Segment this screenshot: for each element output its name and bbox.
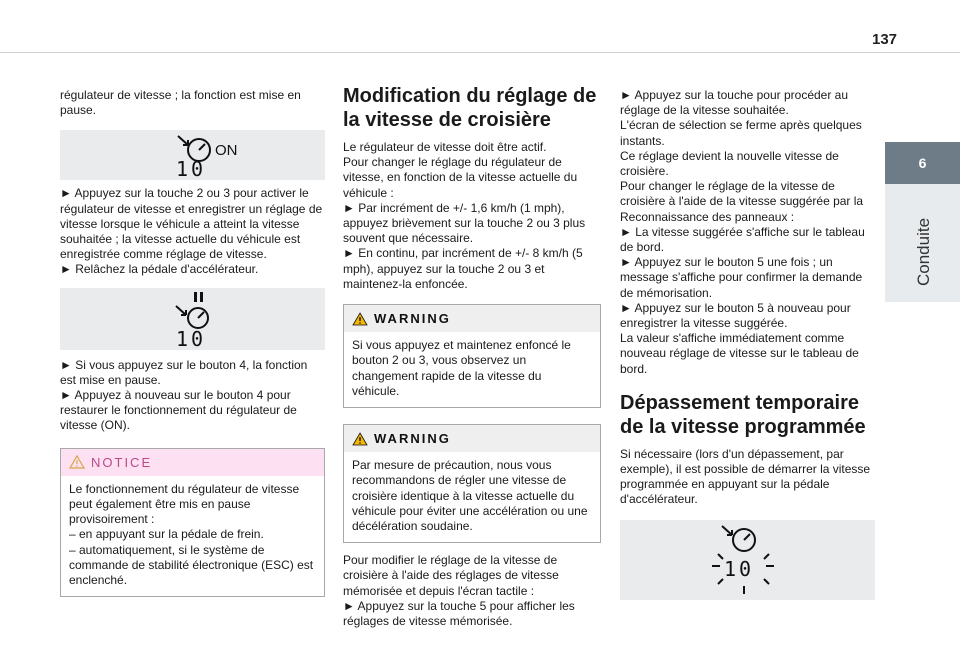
cruise-control-flashing-icon xyxy=(620,520,875,600)
paragraph: Pour changer le réglage du régulateur de vitesse, en fonction de la vitesse actuelle du véhicule : xyxy=(343,155,578,200)
paragraph: ► Appuyez sur le bouton 5 une fois ; un message s'affiche pour confirmer la demande de mémorisation. xyxy=(620,255,863,300)
chapter-label-box xyxy=(885,184,960,302)
column-1 xyxy=(60,88,325,597)
paragraph: Le régulateur de vitesse doit être actif. xyxy=(343,140,547,154)
chapter-tab[interactable]: 6 xyxy=(885,142,960,184)
paragraph: Pour modifier le réglage de la vitesse de croisière à l'aide des réglages de vitesse mémorisée et depuis l'écran tactile : xyxy=(343,553,559,598)
notice-item: – automatiquement, si le système de commande de stabilité électronique (ESC) est enclenché. xyxy=(69,542,314,588)
paragraph: L'écran de sélection se ferme après quelques instants. xyxy=(620,118,862,148)
paragraph: ► Si vous appuyez sur le bouton 4, la fonction est mise en pause. xyxy=(60,357,308,387)
paragraph: ► Appuyez à nouveau sur le bouton 4 pour restaurer le fonctionnement du régulateur de vitesse (ON). xyxy=(60,388,297,433)
section-heading: Modification du réglage de la vitesse de croisière xyxy=(343,85,597,131)
paragraph: ► Appuyez sur la touche 2 ou 3 pour activer le régulateur de vitesse et enregistrer un réglage de vitesse lorsque le véhicule a atteint la vitesse souhaitée ; la vitesse actuelle du véhicule est enregistrée comme réglage de vitesse. xyxy=(60,186,323,262)
paragraph: ► Appuyez sur la touche pour procéder au réglage de la vitesse souhaitée. xyxy=(620,88,849,118)
warning-title: WARNING xyxy=(374,431,451,447)
paragraph: ► La vitesse suggérée s'affiche sur le tableau de bord. xyxy=(620,224,865,255)
warning-triangle-icon xyxy=(352,432,368,446)
cruise-control-on-icon xyxy=(60,130,325,180)
warning-box xyxy=(343,304,601,408)
fig2-digits: 10 xyxy=(176,326,207,350)
paragraph: Ce réglage devient la nouvelle vitesse de croisière. xyxy=(620,148,839,179)
header-rule xyxy=(0,52,960,53)
cruise-control-pause-icon xyxy=(60,288,325,350)
warning-box xyxy=(343,424,601,543)
paragraph: Pour changer le réglage de la vitesse de croisière à l'aide de la vitesse suggérée par la Reconnaissance des panneaux : xyxy=(620,179,864,224)
warning-title: WARNING xyxy=(374,311,451,327)
figure-cruise-pause xyxy=(60,288,325,350)
section-heading: Dépassement temporaire de la vitesse programmée xyxy=(620,391,866,438)
paragraph: ► Appuyez sur le bouton 5 à nouveau pour enregistrer la vitesse suggérée. xyxy=(620,300,851,331)
notice-body xyxy=(61,476,324,596)
notice-header xyxy=(61,449,324,476)
warning-header xyxy=(344,425,600,452)
page-number: 137 xyxy=(872,31,898,48)
warning-triangle-icon xyxy=(352,312,368,326)
notice-title: NOTICE xyxy=(91,454,153,470)
warning-body: Si vous appuyez et maintenez enfoncé le bouton 2 ou 3, vous observez un changement rapide de la vitesse du véhicule. xyxy=(352,338,571,398)
warning-triangle-icon xyxy=(69,455,85,469)
warning-header xyxy=(344,305,600,332)
notice-item: – en appuyant sur la pédale de frein. xyxy=(69,527,264,542)
warning-body: Par mesure de précaution, nous vous recommandons de régler une vitesse de croisière identique à la vitesse actuelle du véhicule pour éviter une accélération ou une décélération soudaine. xyxy=(352,458,588,534)
notice-text: Le fonctionnement du régulateur de vitesse peut également être mis en pause provisoirement : xyxy=(69,481,300,527)
figure-cruise-on xyxy=(60,130,325,180)
paragraph: ► Par incrément de +/- 1,6 km/h (1 mph), appuyez brièvement sur la touche 2 ou 3 plus souvent que nécessaire. xyxy=(343,200,586,246)
paragraph: ► Appuyez sur la touche 5 pour afficher les réglages de vitesse mémorisée. xyxy=(343,598,575,629)
notice-box xyxy=(60,448,325,598)
column-3 xyxy=(620,88,875,600)
paragraph: Si nécessaire (lors d'un dépassement, par exemple), il est possible de démarrer la vitesse programmée en appuyant sur la pédale d'accélérateur. xyxy=(620,446,871,507)
figure-cruise-flashing xyxy=(620,520,875,600)
chapter-title: Conduite xyxy=(914,217,933,286)
paragraph: ► Relâchez la pédale d'accélérateur. xyxy=(60,262,259,277)
paragraph: ► En continu, par incrément de +/- 8 km/h (5 mph), appuyez sur la touche 2 ou 3 et maintenez-la enfoncée. xyxy=(343,246,583,291)
paragraph: régulateur de vitesse ; la fonction est mise en pause. xyxy=(60,88,301,118)
paragraph: La valeur s'affiche immédiatement comme nouveau réglage de vitesse sur le tableau de bord. xyxy=(620,331,859,376)
fig3-digits: 10 xyxy=(724,556,755,581)
fig1-label: ON xyxy=(215,142,238,160)
column-2 xyxy=(343,84,601,629)
fig1-digits: 10 xyxy=(176,157,207,181)
